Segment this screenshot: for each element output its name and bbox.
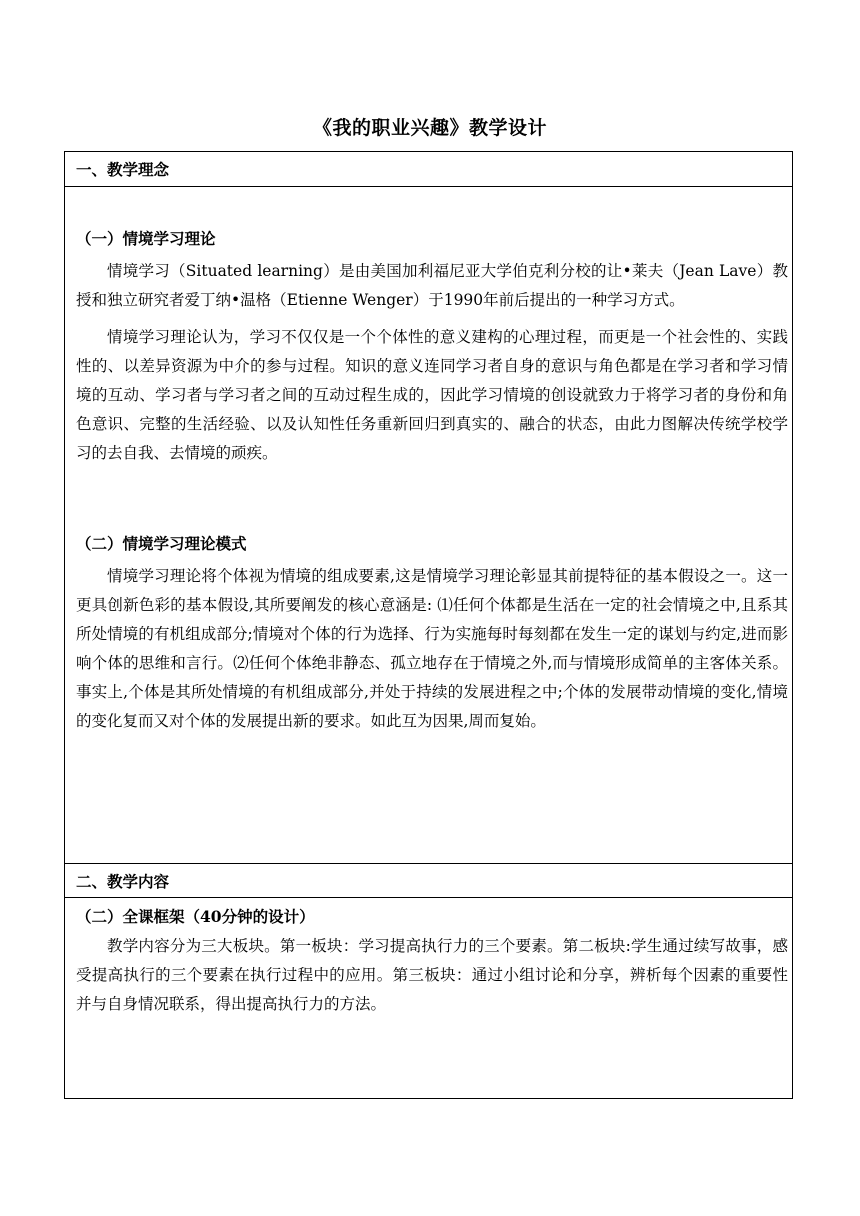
document-title: 《我的职业兴趣》教学设计: [312, 117, 547, 139]
subheading-situated-learning: （一）情境学习理论: [76, 229, 216, 248]
paragraph-course-framework: 教学内容分为三大板块。第一板块：学习提高执行力的三个要素。第二板块:学生通过续写故事，感受提高执行的三个要素在执行过程中的应用。第三板块：通过小组讨论和分享，辨析每个因素的重要性并与自身情况联系，得出提高执行力的方法。: [76, 937, 788, 1013]
paragraph-theory-model: 情境学习理论将个体视为情境的组成要素,这是情境学习理论彰显其前提特征的基本假设之一。这一更具创新色彩的基本假设,其所要阐发的核心意涵是: ⑴任何个体都是生活在一定的社会情境之中,且系其所处情境的有机组成部分;情境对个体的行为选择、行为实施每时每刻都在发生一定的谋划与约定,进而影响个体的思维和言行。⑵任何个体绝非静态、孤立地存在于情境之外,而与情境形成简单的主客体关系。事实上,个体是其所处情境的有机组成部分,并处于持续的发展进程之中;个体的发展带动情境的变化,情境的变化复而又对个体的发展提出新的要求。如此互为因果,周而复始。: [76, 567, 788, 730]
paragraph-situated-learning-theory: 情境学习理论认为，学习不仅仅是一个个体性的意义建构的心理过程，而更是一个社会性的、实践性的、以差异资源为中介的参与过程。知识的意义连同学习者自身的意识与角色都是在学习者和学习情境的互动、学习者与学习者之间的互动过程生成的，因此学习情境的创设就致力于将学习者的身份和角色意识、完整的生活经验、以及认知性任务重新回归到真实的、融合的状态，由此力图解决传统学校学习的去自我、去情境的顽疾。: [76, 328, 788, 462]
design-table: [64, 151, 793, 1099]
row-divider: [65, 897, 792, 898]
paragraph-situated-learning-intro: 情境学习（Situated learning）是由美国加利福尼亚大学伯克利分校的让•莱夫（Jean Lave）教授和独立研究者爱丁纳•温格（Etienne Wenger）于1990年前后提出的一种学习方式。: [76, 262, 788, 309]
subheading-course-framework: （二）全课框架（40分钟的设计）: [76, 907, 315, 926]
section-heading-teaching-content: 二、教学内容: [76, 871, 170, 891]
row-divider: [65, 186, 792, 187]
section-heading-teaching-philosophy: 一、教学理念: [76, 160, 170, 179]
subheading-theory-model: （二）情境学习理论模式: [76, 534, 247, 553]
